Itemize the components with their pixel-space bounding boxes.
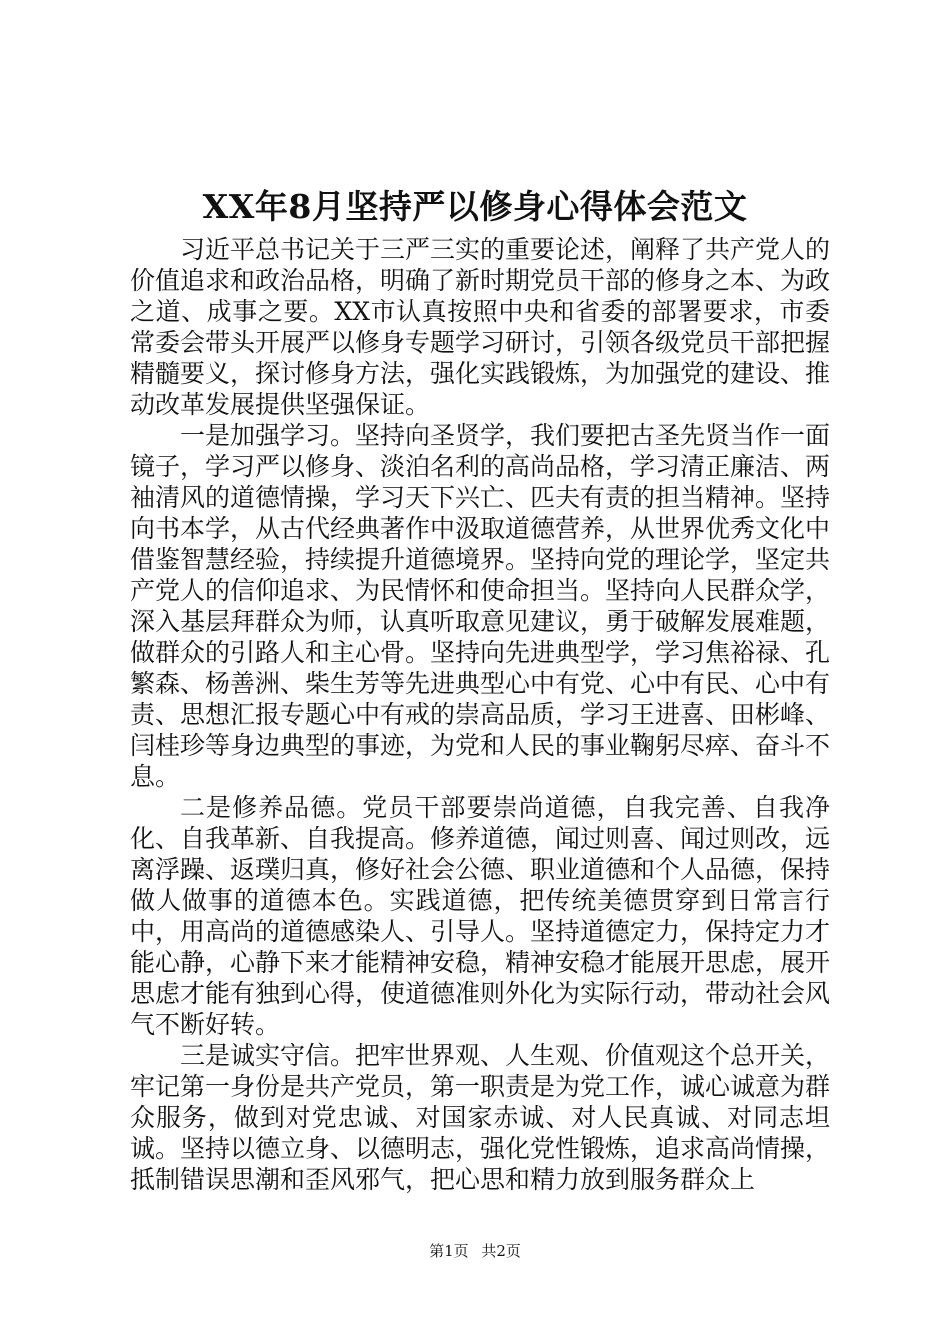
document-body: [130, 234, 830, 1195]
paragraph-intro: 习近平总书记关于三严三实的重要论述，阐释了共产党人的价值追求和政治品格，明确了新时期党员干部的修身之本、为政之道、成事之要。XX市认真按照中央和省委的部署要求，市委常委会带头开展严以修身专题学习研讨，引领各级党员干部把握精髓要义，探讨修身方法，强化实践锻炼，为加强党的建设、推动改革发展提供坚强保证。: [130, 235, 831, 419]
page-number: 第1页: [429, 1242, 469, 1260]
page-footer: [0, 1241, 950, 1261]
paragraph-integrity: 三是诚实守信。把牢世界观、人生观、价值观这个总开关，牢记第一身份是共产党员，第一职责是为党工作，诚心诚意为群众服务，做到对党忠诚、对国家赤诚、对人民真诚、对同志坦诚。坚持以德立身、以德明志，强化党性锻炼，追求高尚情操，抵制错误思潮和歪风邪气，把心思和精力放到服务群众上: [130, 1041, 831, 1194]
document-title: XX年8月坚持严以修身心得体会范文: [202, 187, 748, 226]
paragraph-morality: 二是修养品德。党员干部要崇尚道德，自我完善、自我净化、自我革新、自我提高。修养道德，闻过则喜、闻过则改，远离浮躁、返璞归真，修好社会公德、职业道德和个人品德，保持做人做事的道德本色。实践道德，把传统美德贯穿到日常言行中，用高尚的道德感染人、引导人。坚持道德定力，保持定力才能心静，心静下来才能精神安稳，精神安稳才能展开思虑，展开思虑才能有独到心得，使道德准则外化为实际行动，带动社会风气不断好转。: [130, 793, 831, 1039]
paragraph-study: 一是加强学习。坚持向圣贤学，我们要把古圣先贤当作一面镜子，学习严以修身、淡泊名利的高尚品格，学习清正廉洁、两袖清风的道德情操，学习天下兴亡、匹夫有责的担当精神。坚持向书本学，从古代经典著作中汲取道德营养，从世界优秀文化中借鉴智慧经验，持续提升道德境界。坚持向党的理论学，坚定共产党人的信仰追求、为民情怀和使命担当。坚持向人民群众学，深入基层拜群众为师，认真听取意见建议，勇于破解发展难题，做群众的引路人和主心骨。坚持向先进典型学，学习焦裕禄、孔繁森、杨善洲、柴生芳等先进典型心中有党、心中有民、心中有责、思想汇报专题心中有戒的崇高品质，学习王进喜、田彬峰、闫桂珍等身边典型的事迹，为党和人民的事业鞠躬尽瘁、奋斗不息。: [130, 421, 831, 791]
page-total: 共2页: [481, 1242, 521, 1260]
